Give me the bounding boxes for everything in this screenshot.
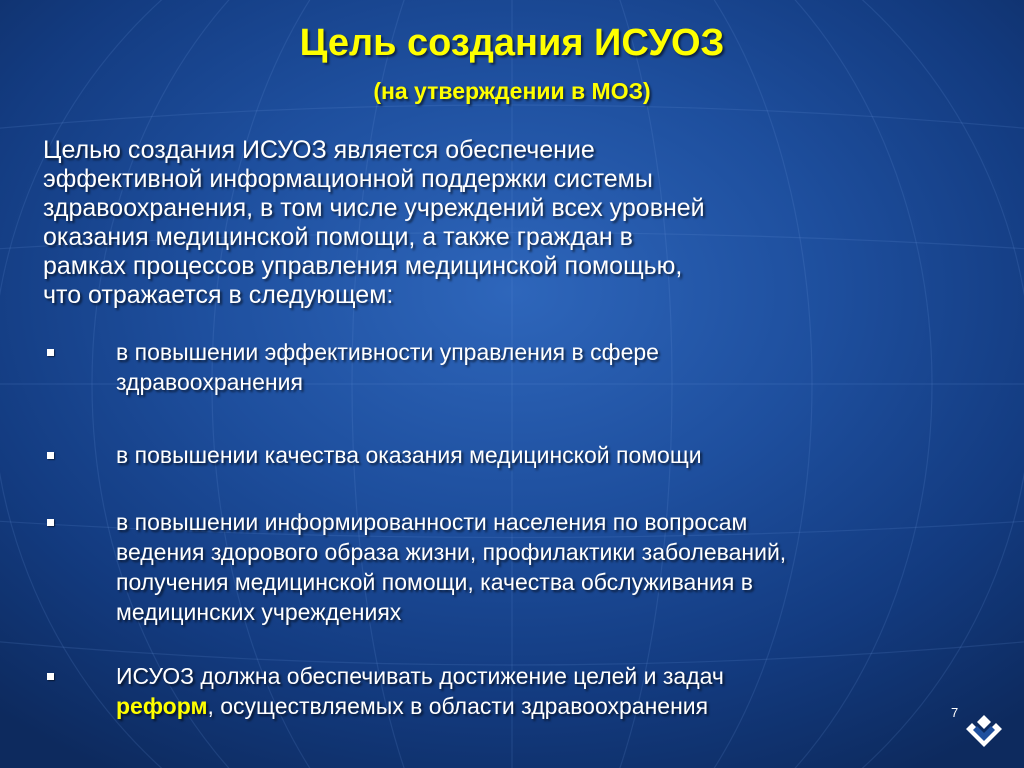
- bullet-line-rest: , осуществляемых в области здравоохранения: [207, 693, 709, 719]
- slide-subtitle: (на утверждении в МОЗ): [373, 78, 651, 104]
- bullet-line: ИСУОЗ должна обеспечивать достижение целей и задач: [116, 663, 724, 689]
- bullet-square-icon: [47, 349, 54, 356]
- bullet-line: ведения здорового образа жизни, профилактики заболеваний,: [116, 539, 787, 565]
- bullet-text: [116, 661, 986, 721]
- bullet-square-icon: [47, 452, 54, 459]
- bullet-square-icon: [47, 673, 54, 680]
- bullet-line: в повышении качества оказания медицинской помощи: [116, 442, 702, 468]
- intro-line: оказания медицинской помощи, а также граждан в: [43, 223, 633, 251]
- bullet-line: здравоохранения: [116, 369, 303, 395]
- intro-line: что отражается в следующем:: [43, 281, 394, 309]
- intro-line: эффективной информационной поддержки системы: [43, 165, 653, 193]
- bullet-text: [116, 507, 986, 627]
- bullet-text: [116, 337, 986, 397]
- bullet-line: получения медицинской помощи, качества обслуживания в: [116, 569, 753, 595]
- bullet-line: в повышении эффективности управления в сфере: [116, 339, 659, 365]
- bullet-square-icon: [47, 519, 54, 526]
- bullet-line: [116, 691, 986, 721]
- bullet-line: медицинских учреждениях: [116, 599, 402, 625]
- page-number: 7: [951, 705, 959, 720]
- highlighted-word: реформ: [116, 693, 208, 719]
- intro-line: Целью создания ИСУОЗ является обеспечение: [43, 136, 595, 164]
- bullet-line: в повышении информированности населения по вопросам: [116, 509, 748, 535]
- diamond-chevron-logo-icon: [964, 713, 1004, 749]
- intro-line: рамках процессов управления медицинской помощью,: [43, 252, 683, 280]
- slide-title: Цель создания ИСУОЗ: [299, 22, 725, 64]
- intro-line: здравоохранения, в том числе учреждений всех уровней: [43, 194, 705, 222]
- bullet-text: [116, 440, 986, 470]
- intro-paragraph: [43, 136, 943, 310]
